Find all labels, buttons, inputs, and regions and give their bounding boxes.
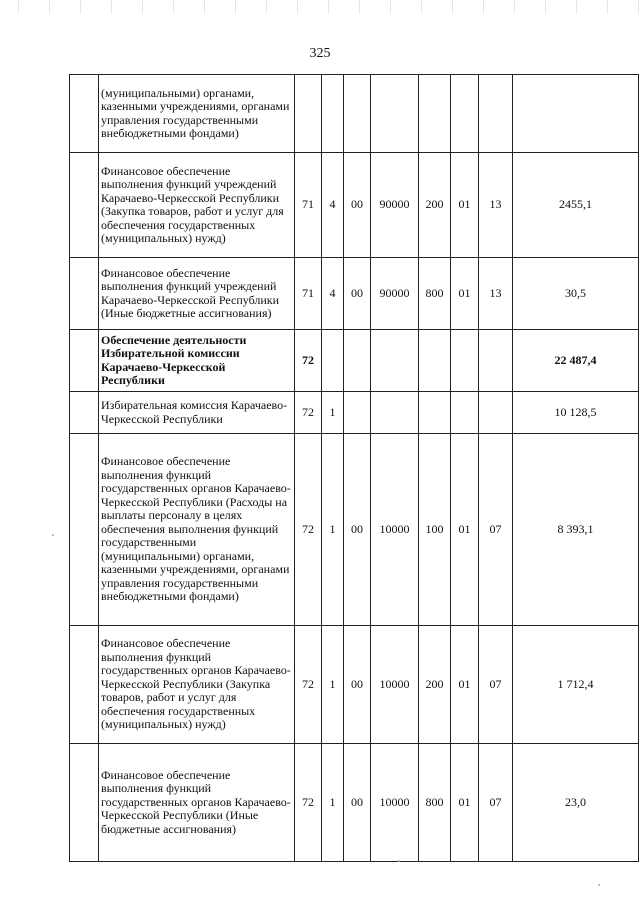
scan-edge-artifact	[0, 0, 640, 14]
code-cell-c4: 90000	[371, 258, 419, 330]
code-cell-c2: 1	[322, 626, 344, 744]
code-cell-c6: 01	[451, 744, 479, 862]
index-cell	[70, 75, 99, 153]
table-row	[70, 153, 639, 258]
code-cell-c5	[419, 75, 451, 153]
table-row	[70, 258, 639, 330]
description-cell: Финансовое обеспечение выполнения функций учреждений Карачаево-Черкесской Республики (Закупка товаров, работ и услуг для обеспечения государственных (муниципальных) нужд)	[99, 153, 295, 258]
amount-cell: 22 487,4	[513, 330, 639, 392]
code-cell-c3	[344, 75, 371, 153]
description-cell: (муниципальными) органами, казенными учреждениями, органами управления государственными внебюджетными фондами)	[99, 75, 295, 153]
code-cell-c3: 00	[344, 434, 371, 626]
code-cell-c2	[322, 75, 344, 153]
code-cell-c3: 00	[344, 744, 371, 862]
description-cell: Избирательная комиссия Карачаево-Черкесской Республики	[99, 392, 295, 434]
index-cell	[70, 744, 99, 862]
code-cell-c5	[419, 330, 451, 392]
code-cell-c5: 200	[419, 153, 451, 258]
code-cell-c7	[479, 75, 513, 153]
code-cell-c6: 01	[451, 153, 479, 258]
code-cell-c7	[479, 330, 513, 392]
code-cell-c4	[371, 75, 419, 153]
code-cell-c4: 90000	[371, 153, 419, 258]
index-cell	[70, 330, 99, 392]
amount-cell: 30,5	[513, 258, 639, 330]
code-cell-c6	[451, 330, 479, 392]
code-cell-c1: 72	[295, 434, 322, 626]
scan-speck	[398, 860, 400, 862]
code-cell-c3: 00	[344, 258, 371, 330]
budget-table	[69, 74, 639, 862]
description-cell: Финансовое обеспечение выполнения функций государственных органов Карачаево-Черкесской Республики (Иные бюджетные ассигнования)	[99, 744, 295, 862]
code-cell-c2: 1	[322, 434, 344, 626]
code-cell-c7	[479, 392, 513, 434]
code-cell-c6: 01	[451, 258, 479, 330]
index-cell	[70, 258, 99, 330]
description-cell: Финансовое обеспечение выполнения функций государственных органов Карачаево-Черкесской Республики (Закупка товаров, работ и услуг для обеспечения государственных (муниципальных) нужд)	[99, 626, 295, 744]
table-row	[70, 744, 639, 862]
code-cell-c6	[451, 75, 479, 153]
description-cell: Обеспечение деятельности Избирательной комиссии Карачаево-Черкесской Республики	[99, 330, 295, 392]
code-cell-c4: 10000	[371, 434, 419, 626]
code-cell-c7: 07	[479, 626, 513, 744]
table-row	[70, 626, 639, 744]
code-cell-c4: 10000	[371, 744, 419, 862]
amount-cell: 1 712,4	[513, 626, 639, 744]
amount-cell: 23,0	[513, 744, 639, 862]
code-cell-c1: 71	[295, 258, 322, 330]
code-cell-c5	[419, 392, 451, 434]
code-cell-c3	[344, 330, 371, 392]
code-cell-c1: 72	[295, 744, 322, 862]
code-cell-c5: 100	[419, 434, 451, 626]
code-cell-c6: 01	[451, 434, 479, 626]
code-cell-c1	[295, 75, 322, 153]
code-cell-c2: 1	[322, 744, 344, 862]
description-cell: Финансовое обеспечение выполнения функций государственных органов Карачаево-Черкесской Республики (Расходы на выплаты персоналу в целях обеспечения выполнения функций государственными (муниципальными) органами, казенными учреждениями, органами управления государственными внебюджетными фондами)	[99, 434, 295, 626]
code-cell-c3: 00	[344, 153, 371, 258]
code-cell-c5: 800	[419, 744, 451, 862]
code-cell-c5: 200	[419, 626, 451, 744]
code-cell-c6: 01	[451, 626, 479, 744]
amount-cell: 8 393,1	[513, 434, 639, 626]
code-cell-c1: 72	[295, 392, 322, 434]
code-cell-c7: 07	[479, 744, 513, 862]
scan-speck	[598, 884, 600, 886]
table-row	[70, 330, 639, 392]
code-cell-c5: 800	[419, 258, 451, 330]
table-row	[70, 75, 639, 153]
code-cell-c7: 13	[479, 258, 513, 330]
index-cell	[70, 392, 99, 434]
page-number: 325	[309, 46, 331, 61]
code-cell-c1: 71	[295, 153, 322, 258]
amount-cell: 10 128,5	[513, 392, 639, 434]
code-cell-c6	[451, 392, 479, 434]
description-cell: Финансовое обеспечение выполнения функций учреждений Карачаево-Черкесской Республики (Иные бюджетные ассигнования)	[99, 258, 295, 330]
code-cell-c2: 4	[322, 258, 344, 330]
index-cell	[70, 626, 99, 744]
code-cell-c4: 10000	[371, 626, 419, 744]
scan-speck	[52, 534, 54, 536]
table-row	[70, 434, 639, 626]
table-row	[70, 392, 639, 434]
code-cell-c3: 00	[344, 626, 371, 744]
code-cell-c7: 13	[479, 153, 513, 258]
code-cell-c2	[322, 330, 344, 392]
code-cell-c7: 07	[479, 434, 513, 626]
code-cell-c2: 1	[322, 392, 344, 434]
amount-cell: 2455,1	[513, 153, 639, 258]
code-cell-c1: 72	[295, 626, 322, 744]
amount-cell	[513, 75, 639, 153]
code-cell-c4	[371, 330, 419, 392]
index-cell	[70, 434, 99, 626]
code-cell-c4	[371, 392, 419, 434]
code-cell-c1: 72	[295, 330, 322, 392]
index-cell	[70, 153, 99, 258]
code-cell-c2: 4	[322, 153, 344, 258]
code-cell-c3	[344, 392, 371, 434]
